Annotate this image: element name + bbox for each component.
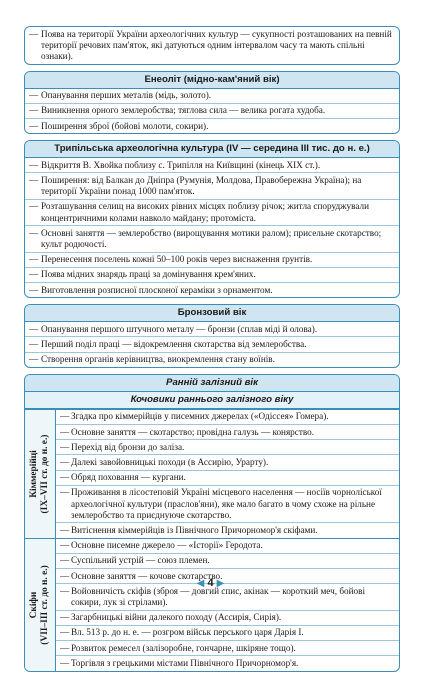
scythians-row [25,538,399,671]
trypillia-section [24,140,400,298]
list-item: — Обряд поховання — кургани. [56,471,399,486]
list-item: — Торгівля з грецькими містами Північного Причорномор'я. [60,657,299,668]
list-item: — Основне заняття — скотарство; провідна галузь — конярство. [56,425,399,440]
list-item: — Основні заняття — землеробство (вирощування мотики ралом); присельне скотарство; культ родючості. [25,226,399,252]
side-label-name: Скіфи [29,591,39,618]
cimmerians-row [25,409,399,538]
list-item: — Згадка про кіммерійців у писемних джерелах («Одіссея» Гомера). [56,410,399,425]
list-item: — Створення органів керівництва, виокремлення стану воїнів. [29,354,275,365]
left-arrow-icon: ◀ [196,578,205,589]
page-number: 4 [207,577,214,589]
list-item: — Виникнення орного землеробства; тяглова сила — велика рогата худоба. [25,104,399,119]
list-item: — Войовничість скіфів (зброя — довгий спис, акінак — короткий меч, бойові сокири, лук зі стрілами). [56,584,399,610]
list-item: — Опанування перших металів (мідь, золото). [25,89,399,104]
list-item: — Проживання в лісостеповій Україні місцевого населення — носіїв чорнолiської археологічної культури (праслов'яни), яке мало багато в чому схоже на рільне землеробство та приєднуюче скотарство. [56,486,399,524]
eneolit-section [24,71,400,135]
bronze-section [24,304,400,368]
list-item: — Опанування першого штучного металу — бронзи (сплав міді й олова). [25,322,399,337]
list-item: — Перший поділ праці — відокремлення скотарства від землеробства. [25,337,399,352]
section-title: Енеоліт (мідно-кам'яний вік) [25,72,399,89]
section-subtitle: Кочовики раннього залізного віку [25,392,399,409]
list-item: — Поширення зброї (бойові молоти, сокири). [29,120,209,131]
section-title: Трипільська археологічна культура (IV — середина III тис. до н. е.) [25,141,399,158]
list-item: — Перехід від бронзи до заліза. [56,440,399,455]
list-item: — Далекі завойовницькі походи (в Ассирію, Урарту). [56,455,399,470]
page-footer [0,577,421,589]
list-item: — Перенесення поселень кожні 50–100 років через виснаження ґрунтів. [25,253,399,268]
list-item: — Поява мідних знарядь праці за домінування крем'яних. [25,268,399,283]
list-item: — Витіснення кіммерійців із Північного Причорномор'я скіфами. [60,524,318,535]
section-title: Ранній залізний вік [25,375,399,392]
side-label-dates: (IX–VII ст. до н. е.) [40,434,50,514]
side-label-dates: (VII–III ст. до н. е.) [40,564,50,645]
list-item: — Розташування селищ на високих рівних місцях поблизу річок; житла споруджували концентричними колами навколо майдану; протоміста. [25,200,399,226]
list-item: — Відкриття В. Хвойка поблизу с. Трипілля на Київщині (кінець XIX ст.). [25,158,399,173]
right-arrow-icon: ▶ [216,578,225,589]
list-item: — Вл. 513 р. до н. е. — розгром військ перського царя Дарія I. [56,626,399,641]
list-item: — Загарбницькі війни далекого походу (Ассирія, Сирія). [56,611,399,626]
list-item: — Виготовлення розписної плосконої кераміки з орнаментом. [29,284,273,295]
side-label-scythians [25,539,56,671]
side-label-cimmerians [25,410,56,538]
side-label-name: Кіммерійці [29,449,39,498]
list-item: — Суспільний устрій — союз племен. [56,554,399,569]
list-item: — Поява на території України археологічних культур — сукупності розташованих на певній території речових пам'яток, які датуються одним інтервалом часу та мають спільні ознаки). [29,28,392,61]
intro-section [24,26,400,65]
list-item: — Основне писемне джерело — «Історії» Геродота. [56,539,399,554]
list-item: — Основне заняття — кочове скотарство. [56,569,399,584]
list-item: — Розвиток ремесел (залізоробне, гончарне, шкіряне тощо). [56,641,399,656]
section-title: Бронзовий вік [25,305,399,322]
list-item: — Поширення: від Балкан до Дніпра (Румунія, Молдова, Правобережна Україна); на території України понад 1000 пам'яток. [25,173,399,199]
iron-section [24,374,400,672]
